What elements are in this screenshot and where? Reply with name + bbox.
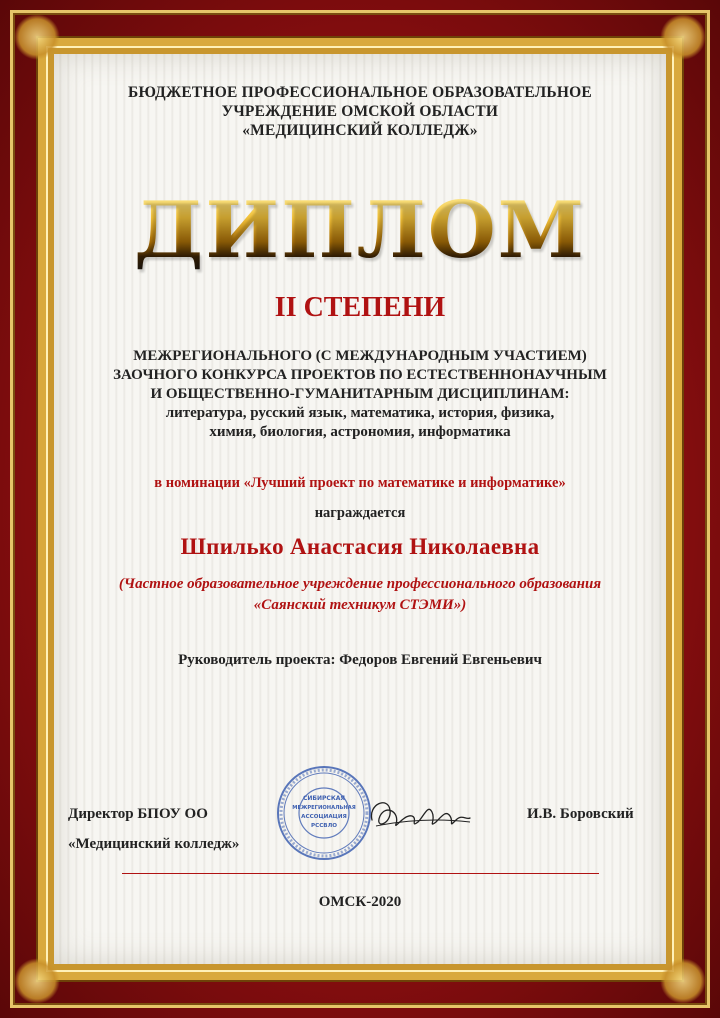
stamp-text-3: АССОЦИАЦИЯ xyxy=(301,814,347,820)
signatory-position-2: «Медицинский колледж» xyxy=(68,836,240,852)
stamp-text-1: СИБИРСКАЯ xyxy=(303,795,345,802)
nomination-text: в номинации «Лучший проект по математике и информатике» xyxy=(154,475,566,491)
corner-ornament-bottom-right xyxy=(660,958,706,1004)
institution-line-2: «Саянский техникум СТЭМИ») xyxy=(253,597,467,613)
contest-line-3: И ОБЩЕСТВЕННО-ГУМАНИТАРНЫМ ДИСЦИПЛИНАМ: xyxy=(150,386,570,402)
city-year: ОМСК-2020 xyxy=(318,894,402,910)
header-line-1: БЮДЖЕТНОЕ ПРОФЕССИОНАЛЬНОЕ ОБРАЗОВАТЕЛЬНОЕ xyxy=(128,84,592,101)
header-line-3: «МЕДИЦИНСКИЙ КОЛЛЕДЖ» xyxy=(242,122,478,139)
institution-line-1: (Частное образовательное учреждение профессионального образования xyxy=(118,576,602,592)
stamp-text-2: МЕЖРЕГИОНАЛЬНАЯ xyxy=(292,805,356,811)
contest-subjects-2: химия, биология, астрономия, информатика xyxy=(209,424,511,440)
contest-line-2: ЗАОЧНОГО КОНКУРСА ПРОЕКТОВ ПО ЕСТЕСТВЕННОНАУЧНЫМ xyxy=(113,367,607,383)
project-leader: Руководитель проекта: Федоров Евгений Евгеньевич xyxy=(178,652,542,668)
official-stamp xyxy=(276,765,372,861)
signatory-name: И.В. Боровский xyxy=(527,806,634,822)
contest-subjects-1: литература, русский язык, математика, история, физика, xyxy=(165,405,555,421)
signatory-position-1: Директор БПОУ ОО xyxy=(68,806,208,822)
recipient-name: Шпилько Анастасия Николаевна xyxy=(180,534,540,559)
degree-label: II СТЕПЕНИ xyxy=(274,292,446,323)
corner-ornament-bottom-left xyxy=(14,958,60,1004)
handwritten-signature xyxy=(366,790,476,842)
diploma-title: ДИПЛОМ xyxy=(0,186,720,276)
header-line-2: УЧРЕЖДЕНИЕ ОМСКОЙ ОБЛАСТИ xyxy=(221,103,499,120)
awarded-label: награждается xyxy=(314,505,406,521)
contest-line-1: МЕЖРЕГИОНАЛЬНОГО (С МЕЖДУНАРОДНЫМ УЧАСТИЕМ) xyxy=(133,348,587,364)
corner-ornament-top-right xyxy=(660,14,706,60)
bottom-divider-line xyxy=(122,873,599,874)
stamp-text-4: РССВЛО xyxy=(311,823,337,829)
